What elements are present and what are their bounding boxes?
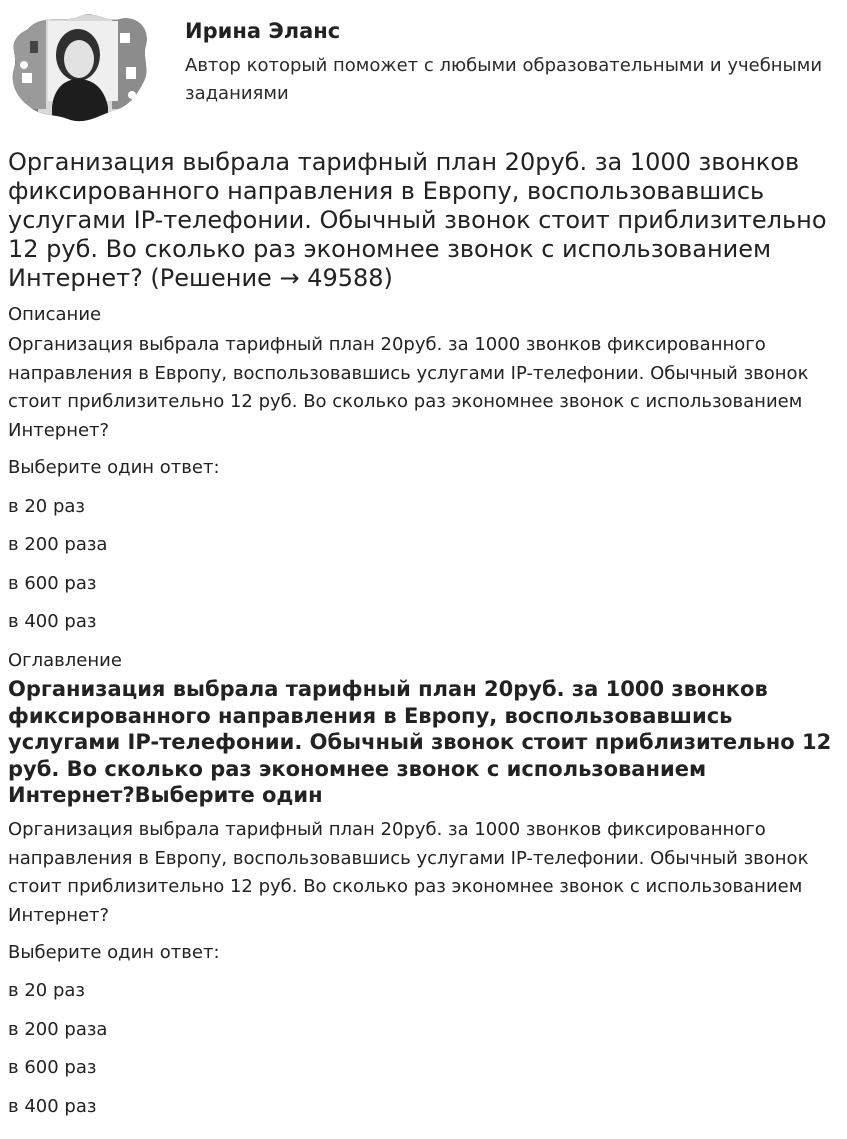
answer-option: в 20 раз [8,980,85,1001]
description-text: Организация выбрала тарифный план 20руб. за 1000 звонков фиксированного направления в Европу, воспользовавшись услугами IP-телефонии. Обычный звонок стоит приблизительно 12 руб. Во сколько раз экономнее звонок с использованием Интернет? [8,334,809,441]
answer-option: в 600 раз [8,573,97,594]
answer-prompt: Выберите один ответ: [8,457,220,478]
answer-option: в 400 раз [8,1096,97,1117]
answer-option: в 600 раз [8,1057,97,1078]
answer-option: в 200 раза [8,534,108,555]
author-description: Автор который поможет с любыми образовательными и учебными заданиями [185,55,823,104]
answer-prompt: Выберите один ответ: [8,942,220,963]
answer-option: в 200 раза [8,1019,108,1040]
author-name[interactable]: Ирина Эланс [185,19,341,43]
author-block [8,7,838,129]
page-title: Организация выбрала тарифный план 20руб. за 1000 звонков фиксированного направления в Европу, воспользовавшись услугами IP-телефонии. Обычный звонок стоит приблизительно 12 руб. Во сколько раз экономнее звонок с использованием Интернет? (Решение → 49588) [8,148,827,292]
author-avatar [8,7,150,125]
answer-option: в 20 раз [8,496,85,517]
contents-label: Оглавление [8,650,122,671]
answer-option: в 400 раз [8,611,97,632]
contents-text: Организация выбрала тарифный план 20руб. за 1000 звонков фиксированного направления в Европу, воспользовавшись услугами IP-телефонии. Обычный звонок стоит приблизительно 12 руб. Во сколько раз экономнее звонок с использованием Интернет? [8,819,809,926]
contents-heading: Организация выбрала тарифный план 20руб. за 1000 звонков фиксированного направления в Европу, воспользовавшись услугами IP-телефонии. Обычный звонок стоит приблизительно 12 руб. Во сколько раз экономнее звонок с использованием Интернет?Выберите один [8,677,832,807]
description-label: Описание [8,304,102,325]
